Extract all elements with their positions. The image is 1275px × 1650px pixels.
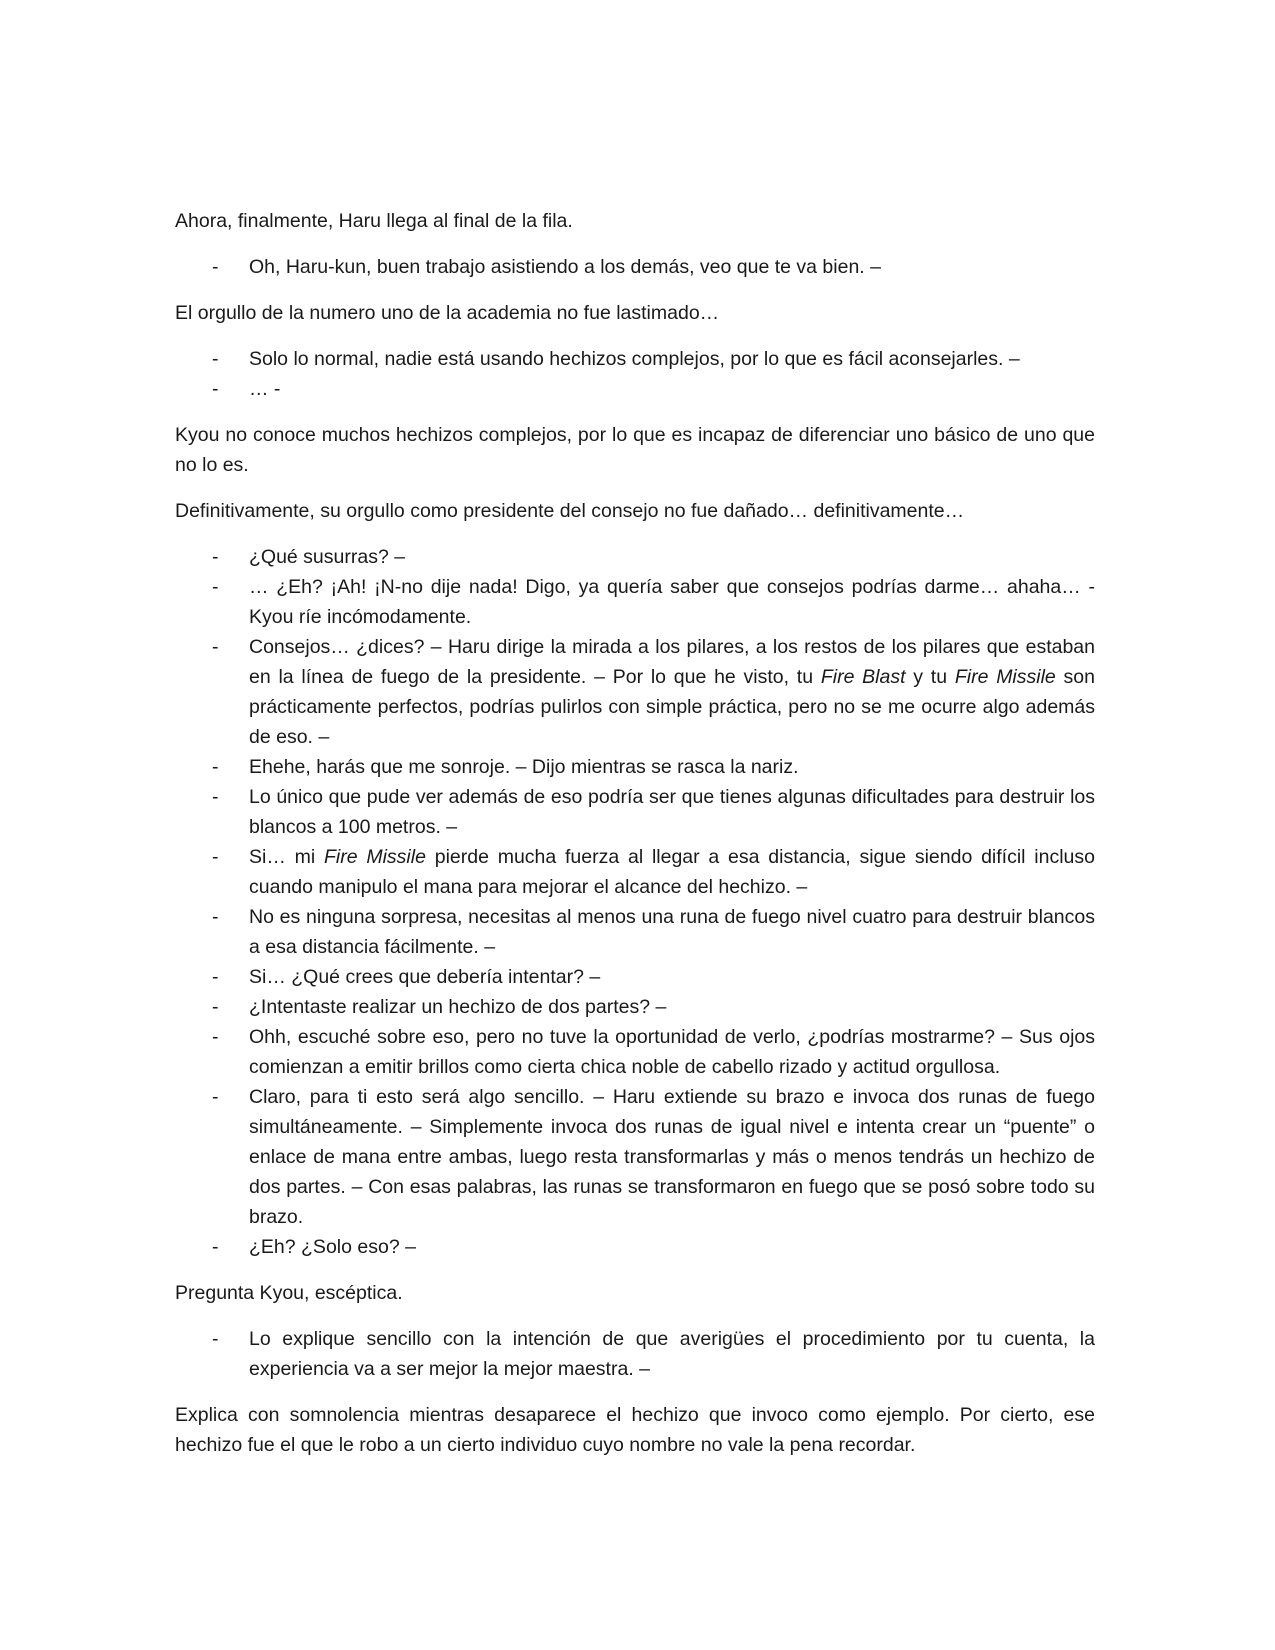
paragraph bbox=[175, 496, 1095, 526]
dialogue-list bbox=[175, 1324, 1095, 1384]
italic-text: Fire Missile bbox=[954, 666, 1056, 688]
text-segment: Claro, para ti esto será algo sencillo. – Haru extiende su brazo e invoca dos runas de fuego simultáneamente. – Simplemente invoca dos runas de igual nivel e intenta crear un “puente” o enlace de mana entre ambas, luego resta transformarlas y más o menos tendrás un hechizo de dos partes. – Con esas palabras, las runas se transformaron en fuego que se posó sobre todo su brazo. bbox=[249, 1086, 1095, 1228]
paragraph bbox=[175, 298, 1095, 328]
dash-bullet: - bbox=[212, 636, 219, 658]
text-segment: No es ninguna sorpresa, necesitas al menos una runa de fuego nivel cuatro para destruir blancos a esa distancia fácilmente. – bbox=[249, 906, 1095, 958]
text-segment: Si… mi bbox=[249, 846, 324, 868]
paragraph bbox=[175, 1400, 1095, 1460]
text-segment: Lo único que pude ver además de eso podría ser que tienes algunas dificultades para destruir los blancos a 100 metros. – bbox=[249, 786, 1095, 838]
dialogue-line bbox=[175, 782, 1095, 842]
dialogue-line bbox=[175, 344, 1095, 374]
dialogue-line bbox=[175, 632, 1095, 752]
dialogue-line bbox=[175, 542, 1095, 572]
text-segment: Ahora, finalmente, Haru llega al final de la fila. bbox=[175, 210, 573, 232]
dialogue-list bbox=[175, 344, 1095, 404]
dash-bullet: - bbox=[212, 996, 219, 1018]
italic-text: Fire Missile bbox=[323, 846, 426, 868]
text-segment: pierde mucha fuerza al llegar a esa distancia, sigue siendo difícil incluso cuando manipulo el mana para mejorar el alcance del hechizo. – bbox=[249, 846, 1095, 898]
text-segment: ¿Qué susurras? – bbox=[249, 546, 406, 568]
dash-bullet: - bbox=[212, 1236, 219, 1258]
dialogue-list bbox=[175, 252, 1095, 282]
dialogue-line bbox=[175, 252, 1095, 282]
text-segment: … ¿Eh? ¡Ah! ¡N-no dije nada! Digo, ya quería saber que consejos podrías darme… ahaha… -Kyou ríe incómodamente. bbox=[249, 576, 1095, 628]
dash-bullet: - bbox=[212, 378, 219, 400]
document-body bbox=[175, 206, 1095, 1476]
text-segment: ¿Intentaste realizar un hechizo de dos partes? – bbox=[249, 996, 667, 1018]
text-segment: Lo explique sencillo con la intención de que averigües el procedimiento por tu cuenta, la experiencia va a ser mejor la mejor maestra. – bbox=[249, 1328, 1095, 1380]
text-segment: Si… ¿Qué crees que debería intentar? – bbox=[249, 966, 601, 988]
paragraph bbox=[175, 420, 1095, 480]
dash-bullet: - bbox=[212, 1026, 219, 1048]
paragraph bbox=[175, 1278, 1095, 1308]
dialogue-line bbox=[175, 992, 1095, 1022]
dash-bullet: - bbox=[212, 348, 219, 370]
dialogue-line bbox=[175, 962, 1095, 992]
dash-bullet: - bbox=[212, 546, 219, 568]
dash-bullet: - bbox=[212, 846, 219, 868]
dialogue-line bbox=[175, 1082, 1095, 1232]
paragraph bbox=[175, 206, 1095, 236]
dash-bullet: - bbox=[212, 256, 219, 278]
text-segment: y tu bbox=[905, 666, 955, 688]
dialogue-line bbox=[175, 752, 1095, 782]
dialogue-line bbox=[175, 842, 1095, 902]
text-segment: Consejos… ¿dices? – Haru dirige la mirada a los pilares, a los restos de los pilares que estaban en la línea de fuego de la presidente. – Por lo que he visto, tu bbox=[249, 636, 1095, 688]
text-segment: … - bbox=[249, 378, 281, 400]
dash-bullet: - bbox=[212, 576, 219, 598]
text-segment: Oh, Haru-kun, buen trabajo asistiendo a los demás, veo que te va bien. – bbox=[249, 256, 881, 278]
text-segment: Definitivamente, su orgullo como presidente del consejo no fue dañado… definitivamente… bbox=[175, 500, 965, 522]
text-segment: son prácticamente perfectos, podrías pulirlos con simple práctica, pero no se me ocurre algo además de eso. – bbox=[249, 666, 1095, 748]
text-segment: Explica con somnolencia mientras desaparece el hechizo que invoco como ejemplo. Por cierto, ese hechizo fue el que le robo a un cierto individuo cuyo nombre no vale la pena recordar. bbox=[175, 1404, 1095, 1456]
dash-bullet: - bbox=[212, 756, 219, 778]
dash-bullet: - bbox=[212, 906, 219, 928]
dash-bullet: - bbox=[212, 966, 219, 988]
text-segment: Ehehe, harás que me sonroje. – Dijo mientras se rasca la nariz. bbox=[249, 756, 799, 778]
dash-bullet: - bbox=[212, 786, 219, 808]
dialogue-line bbox=[175, 1232, 1095, 1262]
dialogue-line bbox=[175, 902, 1095, 962]
text-segment: El orgullo de la numero uno de la academia no fue lastimado… bbox=[175, 302, 720, 324]
text-segment: Solo lo normal, nadie está usando hechizos complejos, por lo que es fácil aconsejarles. – bbox=[249, 348, 1020, 370]
text-segment: ¿Eh? ¿Solo eso? – bbox=[249, 1236, 416, 1258]
text-segment: Ohh, escuché sobre eso, pero no tuve la oportunidad de verlo, ¿podrías mostrarme? – Sus ojos comienzan a emitir brillos como cierta chica noble de cabello rizado y actitud orgullosa. bbox=[249, 1026, 1095, 1078]
dialogue-line bbox=[175, 1022, 1095, 1082]
dialogue-line bbox=[175, 374, 1095, 404]
dialogue-list bbox=[175, 542, 1095, 1262]
text-segment: Kyou no conoce muchos hechizos complejos, por lo que es incapaz de diferenciar uno básico de uno que no lo es. bbox=[175, 424, 1095, 476]
dialogue-line bbox=[175, 1324, 1095, 1384]
dash-bullet: - bbox=[212, 1086, 219, 1108]
italic-text: Fire Blast bbox=[820, 666, 906, 688]
dialogue-line bbox=[175, 572, 1095, 632]
dash-bullet: - bbox=[212, 1328, 219, 1350]
text-segment: Pregunta Kyou, escéptica. bbox=[175, 1282, 403, 1304]
